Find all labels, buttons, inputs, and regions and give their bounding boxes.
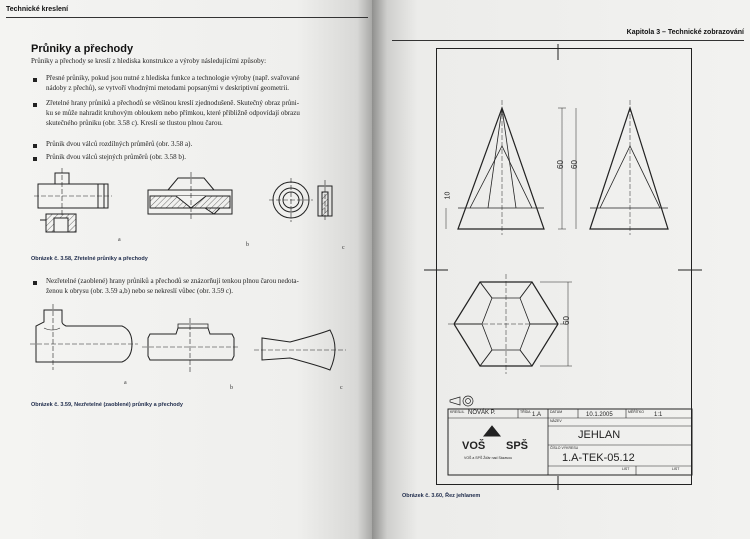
tb-kreslil-label: KRESLIL (450, 410, 465, 414)
bullet-marker (33, 78, 37, 82)
tb-meritko-label: MĚŘÍTKO (628, 410, 644, 414)
figure-3-58-caption: Obrázek č. 3.58, Zřetelné průniky a přechody (31, 256, 148, 262)
bullet-marker (33, 157, 37, 161)
figure-3-58 (0, 170, 372, 270)
intro-text: Průniky a přechody se kreslí z hlediska konstrukce a výroby následujícími způsoby: (31, 57, 267, 65)
dim-height-front: 60 (555, 160, 565, 169)
bullet-4: Průnik dvou válců stejných průměrů (obr. 3.58 b). (46, 153, 186, 161)
bullet-5-line-1: Nezřetelné (zaoblené) hrany průniků a přechodů se znázorňují tenkou plnou čarou nedota- (46, 277, 299, 285)
tb-foot-b: LIST (672, 467, 680, 471)
tb-trida: 1.A (532, 412, 542, 418)
fig-59-label-a: a (124, 380, 127, 386)
bullet-2-line-1: Zřetelné hrany průniků a přechodů se většinou kreslí zjednodušeně. Skutečný obraz průni- (46, 99, 300, 107)
bullet-3: Průnik dvou válců rozdílných průměrů (obr. 3.58 a). (46, 140, 193, 148)
tb-datum: 10.1.2005 (586, 412, 613, 418)
tb-meritko: 1:1 (654, 412, 663, 418)
tb-school-right: SPŠ (506, 440, 529, 452)
left-running-header: Technické kreslení (6, 6, 69, 13)
bullet-marker (33, 281, 37, 285)
fig-58-label-c: c (342, 245, 345, 251)
bullet-5-line-2: ženou k obrysu (obr. 3.59 a,b) nebo se nekreslí vůbec (obr. 3.59 c). (46, 287, 234, 295)
figure-3-60-caption: Obrázek č. 3.60, Řez jehlanem (402, 493, 481, 499)
tb-school-sub: VOŠ a SPŠ Žďár nad Sázavou (464, 456, 513, 460)
dim-hex: 60 (561, 316, 571, 325)
pyramid-drawing (372, 0, 750, 539)
dim-height-side: 60 (569, 160, 579, 169)
tb-foot-a: LIST (622, 467, 630, 471)
tb-cislo-label: ČÍSLO VÝKRESU (550, 446, 579, 450)
fig-59-label-b: b (230, 385, 233, 391)
tb-kreslil: NOVÁK P. (468, 410, 496, 416)
bullet-marker (33, 103, 37, 107)
right-page (372, 0, 750, 539)
section-title: Průniky a přechody (31, 43, 134, 55)
dim-height-small: 10 (444, 191, 452, 200)
fig-58-label-a: a (118, 237, 121, 243)
header-rule (6, 17, 368, 18)
left-page (0, 0, 372, 539)
fig-59-label-c: c (340, 385, 343, 391)
tb-nazev-label: NÁZEV (550, 419, 562, 423)
tb-datum-label: DATUM (550, 410, 563, 414)
right-running-header: Kapitola 3 – Technické zobrazování (626, 29, 744, 36)
tb-cislo: 1.A-TEK-05.12 (562, 452, 635, 464)
tb-school-left: VOŠ (462, 440, 486, 452)
figure-3-59-caption: Obrázek č. 3.59, Nezřetelné (zaoblené) průniky a přechody (31, 402, 183, 408)
figure-3-59 (0, 300, 372, 390)
bullet-marker (33, 144, 37, 148)
fig-58-label-b: b (246, 242, 249, 248)
bullet-1-line-1: Přesné průniky, pokud jsou nutné z hlediska funkce a technologie výroby (např. svařované (46, 74, 300, 82)
tb-trida-label: TŘÍDA (520, 410, 531, 414)
bullet-2-line-2: ku se může nahradit kruhovým obloukem nebo přímkou, které přibližně odpovídají obrazu (46, 109, 300, 117)
tb-nazev: JEHLAN (578, 429, 621, 441)
bullet-2-line-3: skutečného průniku (obr. 3.58 c). Kreslí se tlustou plnou čarou. (46, 119, 223, 127)
bullet-1-line-2: nádoby z přechů), se vytvoří vhodnými metodami popsanými v deskriptivní geometrii. (46, 84, 290, 92)
